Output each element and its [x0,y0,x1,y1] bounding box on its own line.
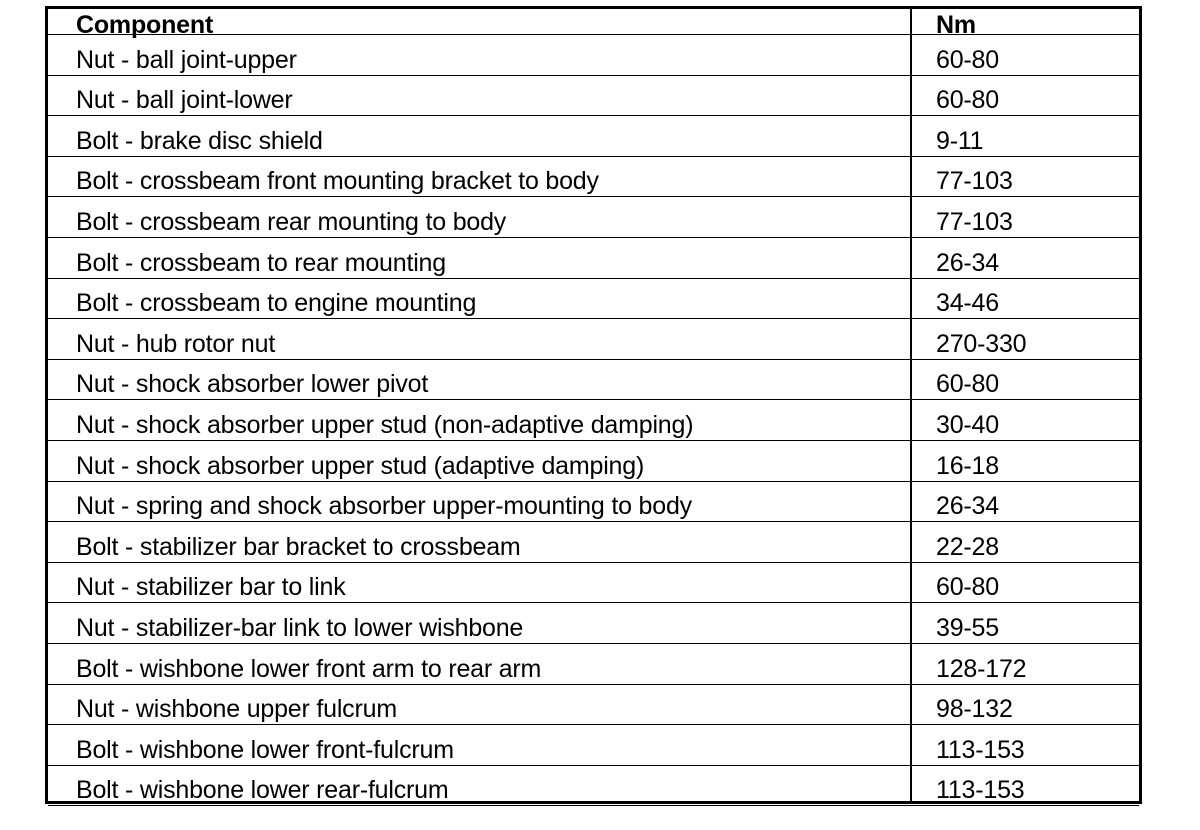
table-row [48,116,1139,157]
component-cell: Nut - shock absorber lower pivot [76,370,429,399]
torque-cell: 34-46 [936,289,999,318]
torque-cell: 39-55 [936,613,999,642]
table-row [48,197,1139,238]
table-row [48,76,1139,117]
table-row [48,400,1139,441]
table-row [48,644,1139,685]
table-row [48,157,1139,198]
component-cell: Nut - stabilizer bar to link [76,573,346,602]
torque-cell: 60-80 [936,370,999,399]
torque-cell: 270-330 [936,329,1027,358]
table-row [48,35,1139,76]
torque-cell: 113-153 [936,776,1025,805]
component-cell: Bolt - wishbone lower rear-fulcrum [76,776,449,805]
component-cell: Nut - ball joint-upper [76,45,297,74]
table-row [48,482,1139,523]
table-row [48,319,1139,360]
component-cell: Nut - stabilizer-bar link to lower wishbone [76,613,524,642]
component-cell: Bolt - stabilizer bar bracket to crossbeam [76,532,521,561]
torque-cell: 77-103 [936,207,1013,236]
table-body [48,9,1139,806]
component-cell: Bolt - crossbeam to rear mounting [76,248,446,277]
component-cell: Bolt - crossbeam front mounting bracket to body [76,167,599,196]
torque-cell: 113-153 [936,735,1025,764]
table-rows [48,35,1139,806]
torque-cell: 98-132 [936,695,1013,724]
component-cell: Nut - spring and shock absorber upper-mounting to body [76,492,692,521]
torque-cell: 60-80 [936,45,999,74]
table-row [48,279,1139,320]
table-row [48,238,1139,279]
table-header-row [48,9,1139,39]
torque-cell: 26-34 [936,248,999,277]
component-cell: Bolt - wishbone lower front arm to rear arm [76,654,542,683]
table-row [48,360,1139,401]
torque-cell: 22-28 [936,532,999,561]
component-cell: Nut - ball joint-lower [76,86,293,115]
torque-cell: 77-103 [936,167,1013,196]
component-cell: Bolt - crossbeam rear mounting to body [76,207,507,236]
torque-cell: 9-11 [936,126,984,155]
torque-cell: 26-34 [936,492,999,521]
component-cell: Bolt - crossbeam to engine mounting [76,289,477,318]
table-row [48,603,1139,644]
component-cell: Bolt - brake disc shield [76,126,323,155]
torque-cell: 16-18 [936,451,999,480]
torque-cell: 60-80 [936,86,999,115]
table-row [48,563,1139,604]
table-row [48,766,1139,807]
header-nm: Nm [936,11,976,39]
header-component: Component [76,11,214,39]
torque-table [45,6,1142,804]
torque-cell: 30-40 [936,410,999,439]
component-cell: Nut - shock absorber upper stud (adaptive damping) [76,451,645,480]
component-cell: Nut - hub rotor nut [76,329,276,358]
table-row [48,725,1139,766]
component-cell: Nut - wishbone upper fulcrum [76,695,397,724]
component-cell: Nut - shock absorber upper stud (non-adaptive damping) [76,410,694,439]
table-row [48,685,1139,726]
torque-cell: 128-172 [936,654,1027,683]
table-row [48,441,1139,482]
torque-cell: 60-80 [936,573,999,602]
table-row [48,522,1139,563]
component-cell: Bolt - wishbone lower front-fulcrum [76,735,454,764]
